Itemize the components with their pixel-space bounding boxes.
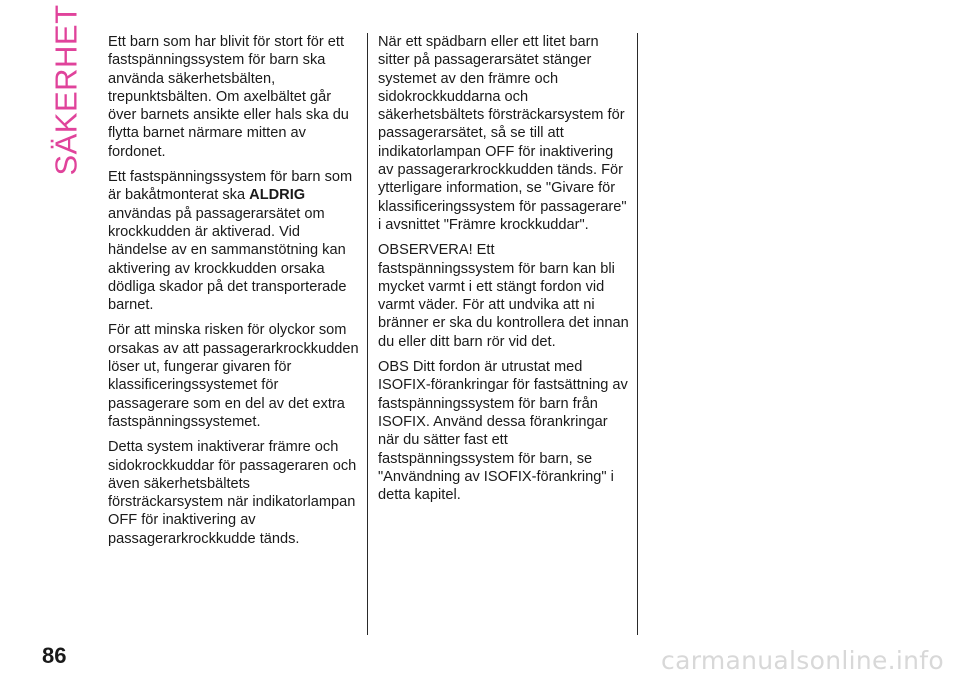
left-paragraph-2-start: Ett fastspänningssystem för barn som är bakåtmonterat ska <box>108 169 353 204</box>
left-paragraph-2 <box>108 168 360 314</box>
left-paragraph-4: Detta system inaktiverar främre och sidokrockkuddar för passageraren och även säkerhetsbältets försträckarsystem när indikatorlampan OFF för inaktivering av passagerarkrockkudde tänds. <box>108 439 357 547</box>
section-label <box>49 4 85 176</box>
right-paragraph-1: När ett spädbarn eller ett litet barn sitter på passagerarsätet stänger systemet av den främre och sidokrockkuddarna och säkerhetsbältets försträckarsystem för passagerarsätet, så se till att indikatorlampan OFF för inaktivering av passagerarkrockkudden tänds. För ytterligare information, se "Givare för klassificeringssystem för passagerare" i avsnittet "Främre krockkuddar". <box>378 34 627 233</box>
column-divider-left <box>367 33 368 635</box>
left-paragraph-3: För att minska risken för olyckor som orsakas av att passagerarkrockkudden löser ut, fungerar givaren för klassificeringssystemet för passagerare som en del av det extra fastspänningssystemet. <box>108 322 359 430</box>
left-paragraph-2-end: användas på passagerarsätet om krockkudden är aktiverad. Vid händelse av en sammanstötning kan aktivering av krockkudden orsaka dödliga skador på det transporterade barnet. <box>108 205 347 314</box>
page-number: 86 <box>42 643 67 668</box>
watermark: carmanualsonline.info <box>661 646 944 675</box>
column-divider-right <box>637 33 638 635</box>
left-column <box>108 33 360 555</box>
aldrig-emphasis: ALDRIG <box>249 187 306 204</box>
left-paragraph-1: Ett barn som har blivit för stort för ett fastspänningssystem för barn ska använda säkerhetsbälten, trepunktsbälten. Om axelbältet går över barnets ansikte eller hals ska du flytta barnet närmare mitten av fordonet. <box>108 34 349 160</box>
right-paragraph-2: OBSERVERA! Ett fastspänningssystem för barn kan bli mycket varmt i ett stängt fordon vid varmt väder. För att undvika att ni bränner er ska du kontrollera det innan du eller ditt barn rör vid det. <box>378 242 629 350</box>
section-label-text: SÄKERHET <box>49 4 85 176</box>
right-paragraph-3: OBS Ditt fordon är utrustat med ISOFIX-förankringar för fastsättning av fastspänningssystem för barn från ISOFIX. Använd dessa förankringar när du sätter fast ett fastspänningssystem för barn, se "Användning av ISOFIX-förankring" i detta kapitel. <box>378 359 628 504</box>
right-column <box>378 33 630 511</box>
